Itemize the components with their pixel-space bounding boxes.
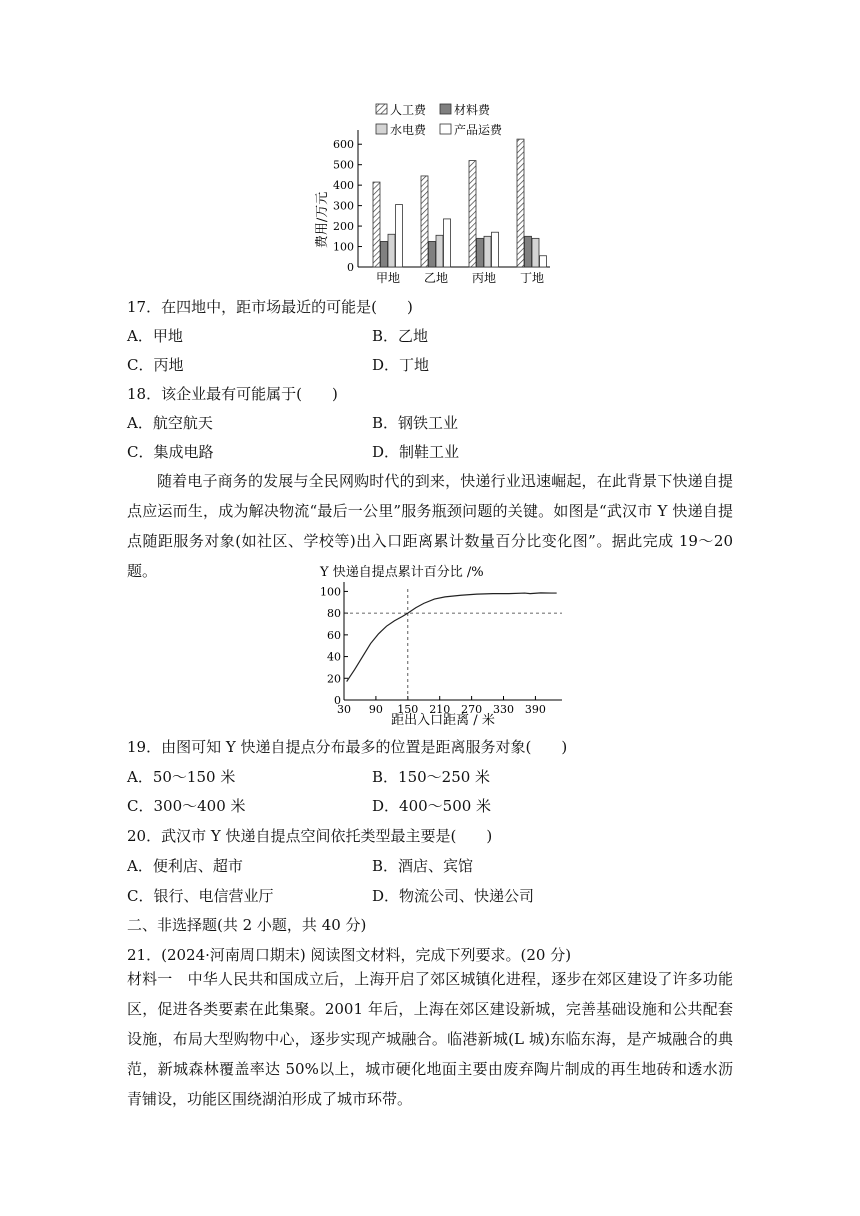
bar-chart-ylabel: 费用/万元 [315,191,330,249]
q19-option-a[interactable]: A．50～150 米 [127,768,236,786]
bar [492,232,499,267]
q17-stem: 17．在四地中，距市场最近的可能是( ) [127,298,413,316]
bar [532,238,539,267]
bar [477,238,484,267]
material-one-paragraph: 材料一 中华人民共和国成立后，上海开启了郊区城镇化进程，逐步在郊区建设了许多功能区，促进各类要素在此集聚。2001 年后，上海在郊区建设新城，完善基础设施和公共配套设施，布局大型购物中心，逐步实现产城融合。临港新城(L 城)东临东海，是产城融合的典范，新城森林覆盖率达 50%以上，城市硬化地面主要由废弃陶片制成的再生地砖和透水沥青铺设，功能区围绕湖泊形成了城市环带。 [127,970,733,1108]
line-x-tick-label: 30 [337,703,351,716]
q18-stem: 18．该企业最有可能属于( ) [127,385,338,403]
bar-y-tick-label: 200 [333,220,354,234]
bar-chart-legend [376,102,503,137]
legend-swatch [440,124,451,134]
bar [484,236,491,267]
line-x-tick-label: 390 [524,703,546,716]
bar-y-tick-label: 400 [333,179,354,193]
intro-paragraph: 随着电子商务的发展与全民网购时代的到来，快递行业迅速崛起，在此背景下快递自提点应运而生，成为解决物流“最后一公里”服务瓶颈问题的关键。如图是“武汉市 Y 快递自提点随距服务对象(如社区、学校等)出入口距离累计数量百分比变化图”。据此完成 19～20 题。 [127,472,733,580]
line-chart-series [347,593,557,682]
q19-option-b[interactable]: B．150～250 米 [372,768,491,786]
line-y-tick-label: 80 [327,607,341,621]
q18-option-d[interactable]: D．制鞋工业 [372,443,460,461]
q20-option-b[interactable]: B．酒店、宾馆 [372,857,474,875]
q18-option-c[interactable]: C．集成电路 [127,443,214,461]
bar [469,161,476,267]
line-y-tick-label: 0 [334,694,341,707]
legend-swatch [376,104,387,114]
bar-x-tick-label: 丙地 [471,271,497,285]
q17-option-b[interactable]: B．乙地 [372,327,429,345]
bar-y-tick-label: 0 [347,261,354,274]
bar [421,176,428,267]
cost-bar-chart [300,98,560,290]
bar-y-tick-label: 100 [333,240,354,254]
q19-stem: 19．由图可知 Y 快递自提点分布最多的位置是距离服务对象( ) [127,738,568,756]
bar [381,241,388,267]
line-y-tick-label: 40 [327,650,341,664]
bar [517,139,524,267]
q21-stem: 21．(2024·河南周口期末) 阅读图文材料，完成下列要求。(20 分) [127,946,572,964]
q18-option-b[interactable]: B．钢铁工业 [372,414,459,432]
legend-label: 水电费 [390,123,427,137]
bar-x-tick-label: 丁地 [519,271,545,285]
line-chart-axes [320,582,562,716]
line-x-tick-label: 210 [429,703,451,716]
legend-label: 产品运费 [454,123,503,137]
q17-option-a[interactable]: A．甲地 [127,327,183,345]
bar [429,241,436,267]
line-x-tick-label: 90 [368,703,383,716]
legend-swatch [440,104,451,114]
line-chart-xlabel: 距出入口距离 / 米 [391,713,495,728]
bar-chart-bars [373,139,547,267]
q20-stem: 20．武汉市 Y 快递自提点空间依托类型最主要是( ) [127,827,493,845]
q19-option-c[interactable]: C．300～400 米 [127,797,246,815]
bar-y-tick-label: 600 [333,138,354,152]
bar [540,256,547,267]
bar [373,182,380,267]
bar-y-tick-label: 300 [333,199,354,213]
line-x-tick-label: 270 [461,703,483,716]
section-two-heading: 二、非选择题(共 2 小题，共 40 分) [127,916,367,934]
line-x-tick-label: 150 [397,703,419,716]
legend-label: 材料费 [454,103,491,117]
q20-option-a[interactable]: A．便利店、超市 [127,857,243,875]
line-y-tick-label: 60 [327,628,341,642]
bar [525,236,532,267]
q17-option-c[interactable]: C．丙地 [127,356,184,374]
legend-swatch [376,124,387,134]
bar-y-tick-label: 500 [333,158,354,172]
bar [444,219,451,267]
q20-option-c[interactable]: C．银行、电信营业厅 [127,887,274,905]
cumulative-curve [347,593,557,682]
bar [396,205,403,267]
q19-option-d[interactable]: D．400～500 米 [372,797,492,815]
q17-option-d[interactable]: D．丁地 [372,356,430,374]
bar-x-tick-label: 甲地 [375,271,401,285]
bar [436,235,443,267]
bar [388,234,395,267]
legend-label: 人工费 [390,103,427,117]
q20-option-d[interactable]: D．物流公司、快递公司 [372,887,535,905]
line-y-tick-label: 20 [327,672,341,686]
line-chart-ylabel: Y 快递自提点累计百分比 /% [320,565,484,580]
cumulative-line-chart [300,560,590,730]
bar-x-tick-label: 乙地 [423,271,449,285]
q18-option-a[interactable]: A．航空航天 [127,414,213,432]
line-y-tick-label: 100 [320,585,341,599]
line-x-tick-label: 330 [493,703,515,716]
